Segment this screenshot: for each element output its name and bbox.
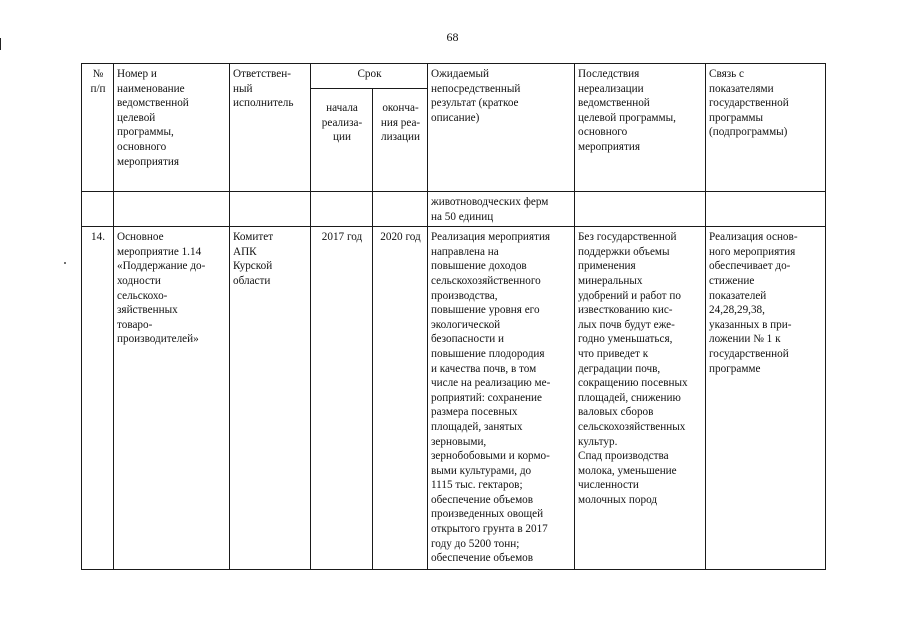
- row-responsible: Комитет АПК Курской области: [230, 227, 311, 570]
- header-name: Номер и наименование ведомственной целевой программы, основного мероприятия: [114, 64, 230, 192]
- cont-consequences: [575, 192, 706, 227]
- table-row: [82, 227, 826, 570]
- row-link: Реализация основ- ного мероприятия обеспечивает до- стижение показателей 24,28,29,38, указанных в при- ложении № 1 к государственной программе: [706, 227, 826, 570]
- header-term-start: начала реализа- ции: [311, 89, 373, 192]
- header-term: Срок: [311, 64, 428, 89]
- row-end: 2020 год: [373, 227, 428, 570]
- cont-expected: животноводческих ферм на 50 единиц: [428, 192, 575, 227]
- continuation-row: [82, 192, 826, 227]
- row-start: 2017 год: [311, 227, 373, 570]
- cont-name: [114, 192, 230, 227]
- program-table: [81, 63, 826, 570]
- row-name: Основное мероприятие 1.14 «Поддержание до- ходности сельскохо- зяйственных товаро- производителей»: [114, 227, 230, 570]
- page-number: 68: [446, 30, 459, 44]
- cont-num: [82, 192, 114, 227]
- scan-speck: [64, 262, 66, 264]
- header-consequences: Последствия нереализации ведомственной целевой программы, основного мероприятия: [575, 64, 706, 192]
- row-num: 14.: [82, 227, 114, 570]
- header-num: № п/п: [82, 64, 114, 192]
- header-term-end: оконча- ния реа- лизации: [373, 89, 428, 192]
- row-consequences: Без государственной поддержки объемы применения минеральных удобрений и работ по известкованию кис- лых почв будут еже- годно уменьшаться, что приведет к деградации почв, сокращению посевных площадей, снижению валовых сборов сельскохозяйственных культур. Спад производства молока, уменьшение численности молочных пород: [575, 227, 706, 570]
- cont-link: [706, 192, 826, 227]
- row-expected: Реализация мероприятия направлена на повышение доходов сельскохозяйственного производства, повышение уровня его экологической безопасности и повышение плодородия и качества почв, в том числе на реализацию ме- роприятий: сохранение размера посевных площадей, занятых зерновыми, зернобобовыми и кормо- выми культурами, до 1115 тыс. гектаров; обеспечение объемов произведенных овощей открытого грунта в 2017 году до 5200 тонн; обеспечение объемов: [428, 227, 575, 570]
- cont-start: [311, 192, 373, 227]
- header-responsible: Ответствен- ный исполнитель: [230, 64, 311, 192]
- header-expected: Ожидаемый непосредственный результат (краткое описание): [428, 64, 575, 192]
- header-link: Связь с показателями государственной программы (подпрограммы): [706, 64, 826, 192]
- header-row: [82, 64, 826, 89]
- cont-end: [373, 192, 428, 227]
- cont-responsible: [230, 192, 311, 227]
